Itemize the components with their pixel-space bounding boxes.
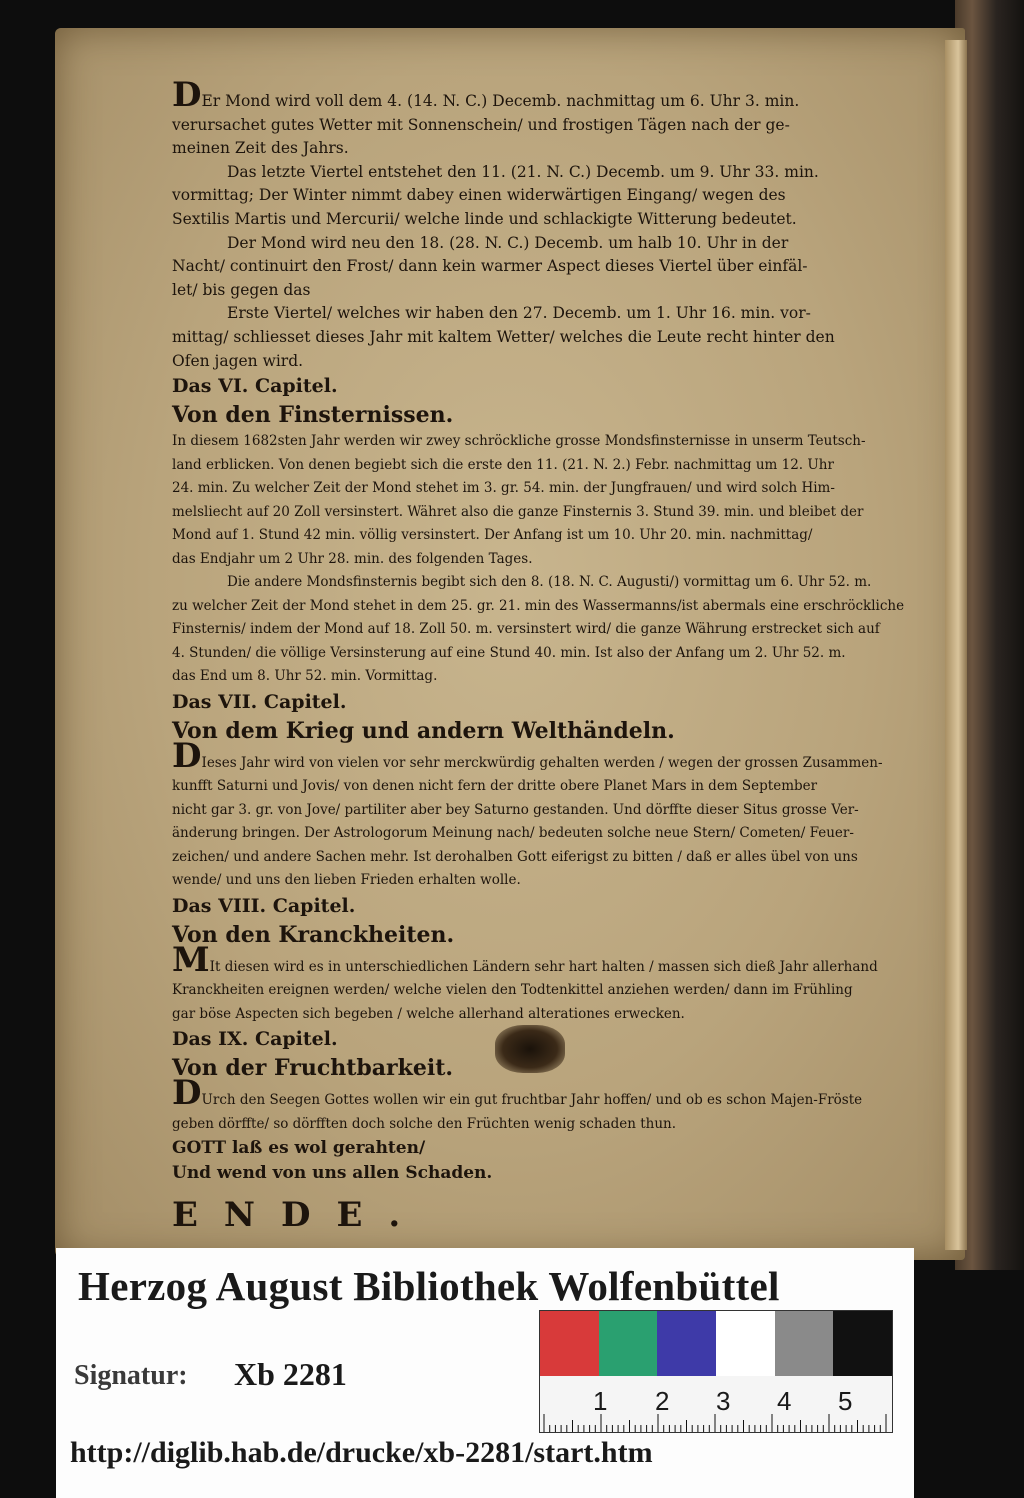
chapter-6-title: Das VI. Capitel. (172, 375, 338, 398)
drop-cap: D (172, 1073, 202, 1114)
ruler-number: 1 (593, 1386, 608, 1416)
chapter-7-body (172, 735, 957, 893)
text-line: Das letzte Viertel entstehet den 11. (21. N. C.) Decemb. um 9. Uhr 33. min. (227, 162, 819, 181)
chapter-6-heading: Von den Finsternissen. (172, 402, 454, 429)
text-line: Finsternis/ indem der Mond auf 18. Zoll 50. m. versinstert wird/ die ganze Währung erstrecket sich auf (172, 621, 880, 638)
chapter-7-title: Das VII. Capitel. (172, 690, 347, 713)
text-line: Mond auf 1. Stund 42 min. völlig versinstert. Der Anfang ist um 10. Uhr 20. min. nachmittag/ (172, 527, 813, 544)
color-patch (716, 1311, 775, 1377)
text-line: änderung bringen. Der Astrologorum Meinung nach/ bedeuten solche neue Stern/ Cometen/ Feuer- (172, 825, 854, 842)
drop-cap: M (172, 939, 210, 980)
text-line: Die andere Mondsfinsternis begibt sich den 8. (18. N. C. Augusti/) vormittag um 6. Uhr 52. m. (227, 574, 872, 591)
signatur-value: Xb 2281 (234, 1356, 347, 1392)
text-line: mittag/ schliesset dieses Jahr mit kaltem Wetter/ welches die Leute recht hinter den (172, 327, 835, 346)
color-patch (833, 1311, 892, 1377)
ende-mark: ENDE. (172, 1195, 427, 1236)
color-patch (657, 1311, 716, 1377)
text-line: Nacht/ continuirt den Frost/ dann kein warmer Aspect dieses Viertel über einfäl- (172, 257, 808, 276)
text-line: melsliecht auf 20 Zoll versinstert. Währet also die ganze Finsternis 3. Stund 39. min. und bleibet der (172, 503, 864, 520)
text-line: wende/ und uns den lieben Frieden erhalten wolle. (172, 872, 521, 889)
page-text (172, 75, 957, 1240)
text-line: Der Mond wird neu den 18. (28. N. C.) Decemb. um halb 10. Uhr in der (227, 233, 789, 252)
ruler-number: 3 (716, 1386, 731, 1416)
text-line: nicht gar 3. gr. von Jove/ partiliter aber bey Saturno gestanden. Und dörffte dieser Situs grosse Ver- (172, 801, 859, 818)
text-line: 4. Stunden/ die völlige Versinsterung auf eine Stund 40. min. Ist also der Anfang um 2. Uhr 52. m. (172, 644, 846, 661)
color-patch (599, 1311, 658, 1377)
text-line: Erste Viertel/ welches wir haben den 27. Decemb. um 1. Uhr 16. min. vor- (227, 304, 811, 323)
text-line: Ofen jagen wird. (172, 351, 304, 370)
text-line: kunfft Saturni und Jovis/ von denen nicht fern der dritte obere Planet Mars in dem September (172, 778, 818, 795)
text-line: zu welcher Zeit der Mond stehet in dem 25. gr. 21. min des Wassermanns/ist abermals eine erschröckliche (172, 597, 905, 614)
color-chart (539, 1310, 893, 1378)
text-line: geben dörffte/ so dörfften doch solche den Früchten wenig schaden thun. (172, 1115, 677, 1132)
closing-line-1: GOTT laß es wol gerahten/ (172, 1138, 426, 1159)
chapter-9-title: Das IX. Capitel. (172, 1028, 338, 1051)
text-line: In diesem 1682sten Jahr werden wir zwey schröckliche grosse Mondsfinsternisse in unserm Teutsch- (172, 433, 866, 450)
text-line: land erblicken. Von denen begiebt sich die erste den 11. (21. N. 2.) Febr. nachmittag um 12. Uhr (172, 456, 834, 473)
scale-ruler (539, 1376, 893, 1433)
chapter-9-heading: Von der Fruchtbarkeit. (172, 1055, 454, 1082)
text-line: Sextilis Martis und Mercurii/ welche linde und schlackigte Witterung bedeutet. (172, 209, 797, 228)
ruler-number: 5 (838, 1386, 853, 1416)
text-line: das Endjahr um 2 Uhr 28. min. des folgenden Tages. (172, 550, 533, 567)
chapter-7-heading: Von dem Krieg und andern Welthändeln. (172, 717, 675, 744)
chapter-9-body (172, 1073, 957, 1136)
chapter-6-body (172, 430, 957, 689)
text-line: 24. min. Zu welcher Zeit der Mond stehet im 3. gr. 54. min. der Jungfrauen/ und wird solch Him- (172, 480, 835, 497)
text-line: zeichen/ und andere Sachen mehr. Ist derohalben Gott eiferigst zu bitten / daß er alles übel von uns (172, 848, 858, 865)
text-line: let/ bis gegen das (172, 280, 311, 299)
digital-library-url[interactable]: http://diglib.hab.de/drucke/xb-2281/start.htm (70, 1436, 653, 1469)
text-line: meinen Zeit des Jahrs. (172, 139, 349, 158)
text-line: MIt diesen wird es in unterschiedlichen Ländern sehr hart halten / massen sich dieß Jahr allerhand (172, 939, 878, 980)
text-line: DEr Mond wird voll dem 4. (14. N. C.) Decemb. nachmittag um 6. Uhr 3. min. (172, 75, 800, 115)
color-patch (775, 1311, 834, 1377)
ruler-number: 2 (655, 1386, 670, 1416)
text-line: vormittag; Der Winter nimmt dabey einen widerwärtigen Eingang/ wegen des (172, 186, 786, 205)
text-line: das End um 8. Uhr 52. min. Vormittag. (172, 668, 438, 685)
text-line: DIeses Jahr wird von vielen vor sehr merckwürdig gehalten werden / wegen der grossen Zusammen- (172, 735, 883, 776)
text-line: gar böse Aspecten sich begeben / welche allerhand alterationes erwecken. (172, 1005, 685, 1022)
text-line: verursachet gutes Wetter mit Sonnenschein/ und frostigen Tägen nach der ge- (172, 115, 790, 134)
drop-cap: D (172, 75, 202, 115)
text-line: Kranckheiten ereignen werden/ welche vielen den Todtenkittel anziehen werden/ dann im Frühling (172, 982, 853, 999)
closing-line-2: Und wend von uns allen Schaden. (172, 1163, 493, 1184)
ruler-number: 4 (777, 1386, 792, 1416)
signatur-label: Signatur: (74, 1360, 188, 1391)
library-label (56, 1248, 914, 1498)
library-name: Herzog August Bibliothek Wolfenbüttel (78, 1263, 780, 1309)
chapter-8-body (172, 939, 957, 1027)
text-line: DUrch den Seegen Gottes wollen wir ein gut fruchtbar Jahr hoffen/ und ob es schon Majen-Fröste (172, 1073, 863, 1114)
chapter-8-title: Das VIII. Capitel. (172, 894, 356, 917)
drop-cap: D (172, 735, 202, 776)
color-patch (540, 1311, 599, 1377)
chapter-8-heading: Von den Kranckheiten. (172, 921, 455, 948)
